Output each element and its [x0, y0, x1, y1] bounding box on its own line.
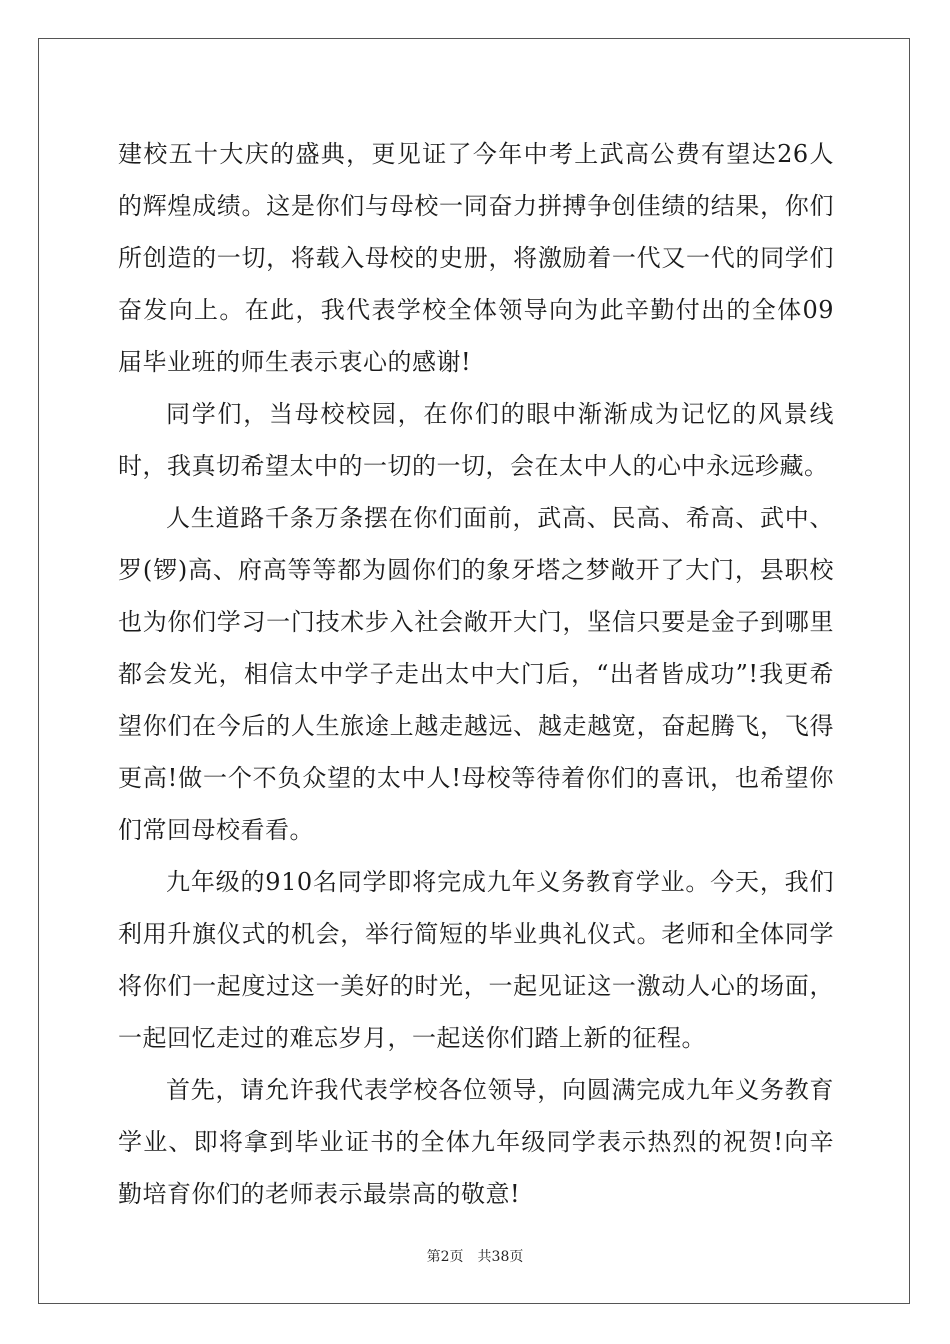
paragraph-1: 建校五十大庆的盛典，更见证了今年中考上武高公费有望达26人的辉煌成绩。这是你们与母校一同奋力拼搏争创佳绩的结果，你们所创造的一切，将载入母校的史册，将激励着一代又一代的同学们奋发向上。在此，我代表学校全体领导向为此辛勤付出的全体09届毕业班的师生表示衷心的感谢! — [118, 140, 834, 376]
paragraph-4: 九年级的910名同学即将完成九年义务教育学业。今天，我们利用升旗仪式的机会，举行简短的毕业典礼仪式。老师和全体同学将你们一起度过这一美好的时光，一起见证这一激动人心的场面，一起回忆走过的难忘岁月，一起送你们踏上新的征程。 — [118, 868, 834, 1052]
paragraph-3: 人生道路千条万条摆在你们面前，武高、民高、希高、武中、罗(锣)高、府高等等都为圆你们的象牙塔之梦敞开了大门，县职校也为你们学习一门技术步入社会敞开大门，坚信只要是金子到哪里都会发光，相信太中学子走出太中大门后，“出者皆成功”!我更希望你们在今后的人生旅途上越走越远、越走越宽，奋起腾飞，飞得更高!做一个不负众望的太中人!母校等待着你们的喜讯，也希望你们常回母校看看。 — [118, 504, 834, 844]
page-number: 第2页 — [426, 1249, 464, 1265]
paragraph-5: 首先，请允许我代表学校各位领导，向圆满完成九年义务教育学业、即将拿到毕业证书的全体九年级同学表示热烈的祝贺!向辛勤培育你们的老师表示最崇高的敬意! — [118, 1076, 834, 1208]
paragraph-2: 同学们，当母校校园，在你们的眼中渐渐成为记忆的风景线时，我真切希望太中的一切的一切，会在太中人的心中永远珍藏。 — [118, 400, 834, 480]
document-body — [118, 128, 834, 1220]
page-total: 共38页 — [477, 1249, 524, 1265]
page-footer — [0, 1246, 950, 1266]
